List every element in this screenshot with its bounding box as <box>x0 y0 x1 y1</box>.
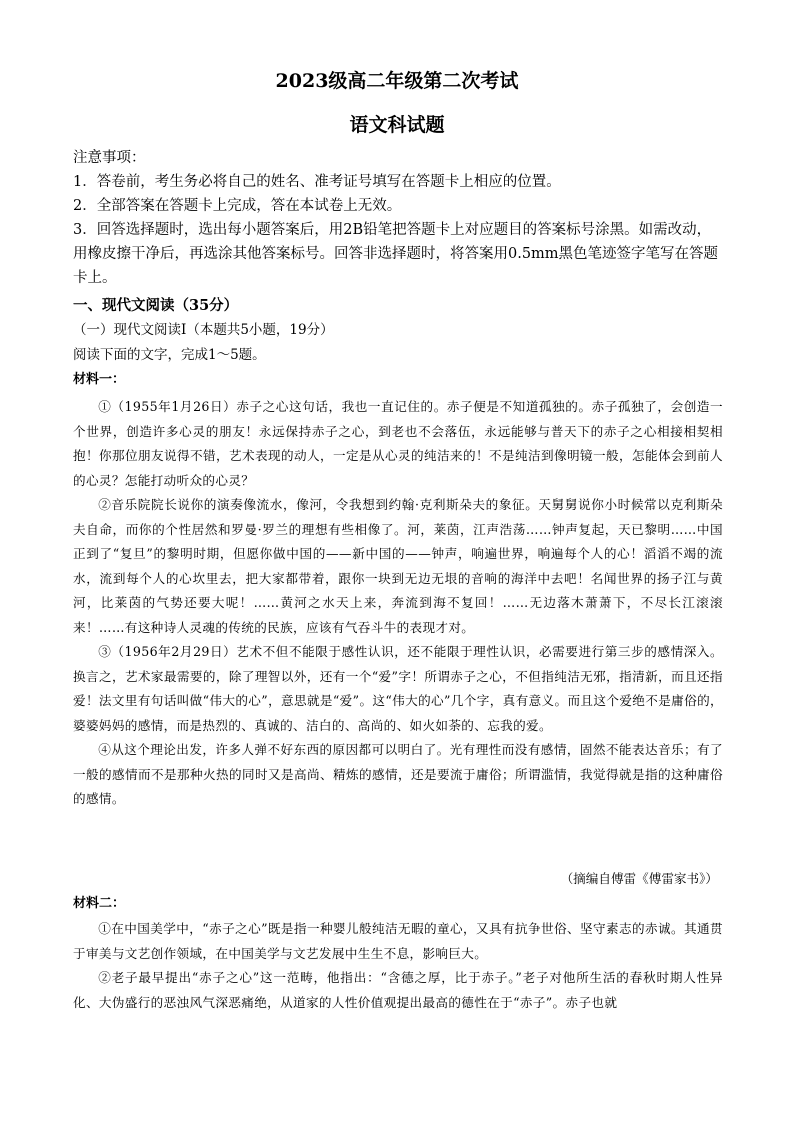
notes-block <box>73 146 723 290</box>
section-heading: 一、现代文阅读（35分） <box>73 297 239 314</box>
paragraph: ③（1956年2月29日）艺术不但不能限于感性认识，还不能限于理性认识，必需要进行第三步的感情深入。换言之，艺术家最需要的，除了理智以外，还有一个“爱”字！所谓赤子之心，不但指纯洁无邪，指清新，而且还指爱！法文里有句话叫做“伟大的心”，意思就是“爱”。这“伟大的心”几个字，真有意义。而且这个爱绝不是庸俗的，婆婆妈妈的感情，而是热烈的、真诚的、洁白的、高尚的、如火如荼的、忘我的爱。 <box>73 644 723 733</box>
material-one-body <box>73 395 723 812</box>
notes-item: 2．全部答案在答题卡上完成，答在本试卷上无效。 <box>73 198 402 214</box>
notes-heading: 注意事项： <box>73 150 146 166</box>
notes-item: 3．回答选择题时，选出每小题答案后，用2B铅笔把答题卡上对应题目的答案标号涂黑。如需改动，用橡皮擦干净后，再选涂其他答案标号。回答非选择题时，将答案用0.5mm黑色笔迹签字笔写在答题卡上。 <box>73 222 719 286</box>
paragraph: ②音乐院院长说你的演奏像流水，像河，令我想到约翰·克利斯朵夫的象征。天舅舅说你小时候常以克利斯朵夫自命，而你的个性居然和罗曼·罗兰的理想有些相像了。河，莱茵，江声浩荡……钟声复起，天已黎明……中国正到了“复旦”的黎明时期，但愿你做中国的——新中国的——钟声，响遍世界，响遍每个人的心！滔滔不竭的流水，流到每个人的心坎里去，把大家都带着，跟你一块到无边无垠的音响的海洋中去吧！名闻世界的扬子江与黄河，比莱茵的气势还要大呢！……黄河之水天上来，奔流到海不复回！……无边落木萧萧下，不尽长江滚滚来！……有这种诗人灵魂的传统的民族，应该有气吞斗牛的表现才对。 <box>73 497 723 635</box>
paragraph: ②老子最早提出“赤子之心”这一范畴，他指出：“含德之厚，比于赤子。”老子对他所生活的春秋时期人性异化、大伪盛行的恶浊风气深恶痛绝，从道家的人性价值观提出最高的德性在于“赤子”。赤子也就 <box>73 970 723 1010</box>
notes-item: 1．答卷前，考生务必将自己的姓名、准考证号填写在答题卡上相应的位置。 <box>73 174 561 190</box>
paragraph: ①（1955年1月26日）赤子之心这句话，我也一直记住的。赤子便是不知道孤独的。赤子孤独了，会创造一个世界，创造许多心灵的朋友！永远保持赤子之心，到老也不会落伍，永远能够与普天下的赤子之心相接相契相抱！你那位朋友说得不错，艺术表现的动人，一定是从心灵的纯洁来的！不是纯洁到像明镜一般，怎能体会到前人的心灵？怎能打动听众的心灵？ <box>73 399 723 488</box>
exam-title: 2023级高二年级第二次考试 <box>275 70 519 92</box>
material-one-label: 材料一： <box>73 372 126 387</box>
material-two-label: 材料二： <box>73 896 126 911</box>
subsection-heading: （一）现代文阅读Ⅰ（本题共5小题，19分） <box>73 322 334 338</box>
reading-instruction: 阅读下面的文字，完成1～5题。 <box>73 347 266 363</box>
exam-subtitle: 语文科试题 <box>349 114 445 136</box>
paragraph: ①在中国美学中，“赤子之心”既是指一种婴儿般纯洁无暇的童心，又具有抗争世俗、坚守素志的赤诚。其通贯于审美与文艺创作领域，在中国美学与文艺发展中生生不息，影响巨大。 <box>73 921 723 961</box>
source-citation: （摘编自傅雷《傅雷家书》） <box>560 871 718 886</box>
material-two-body <box>73 917 723 1015</box>
paragraph: ④从这个理论出发，许多人弹不好东西的原因都可以明白了。光有理性而没有感情，固然不能表达音乐；有了一般的感情而不是那种火热的同时又是高尚、精炼的感情，还是要流于庸俗；所谓滥情，我觉得就是指的这种庸俗的感情。 <box>73 742 723 806</box>
